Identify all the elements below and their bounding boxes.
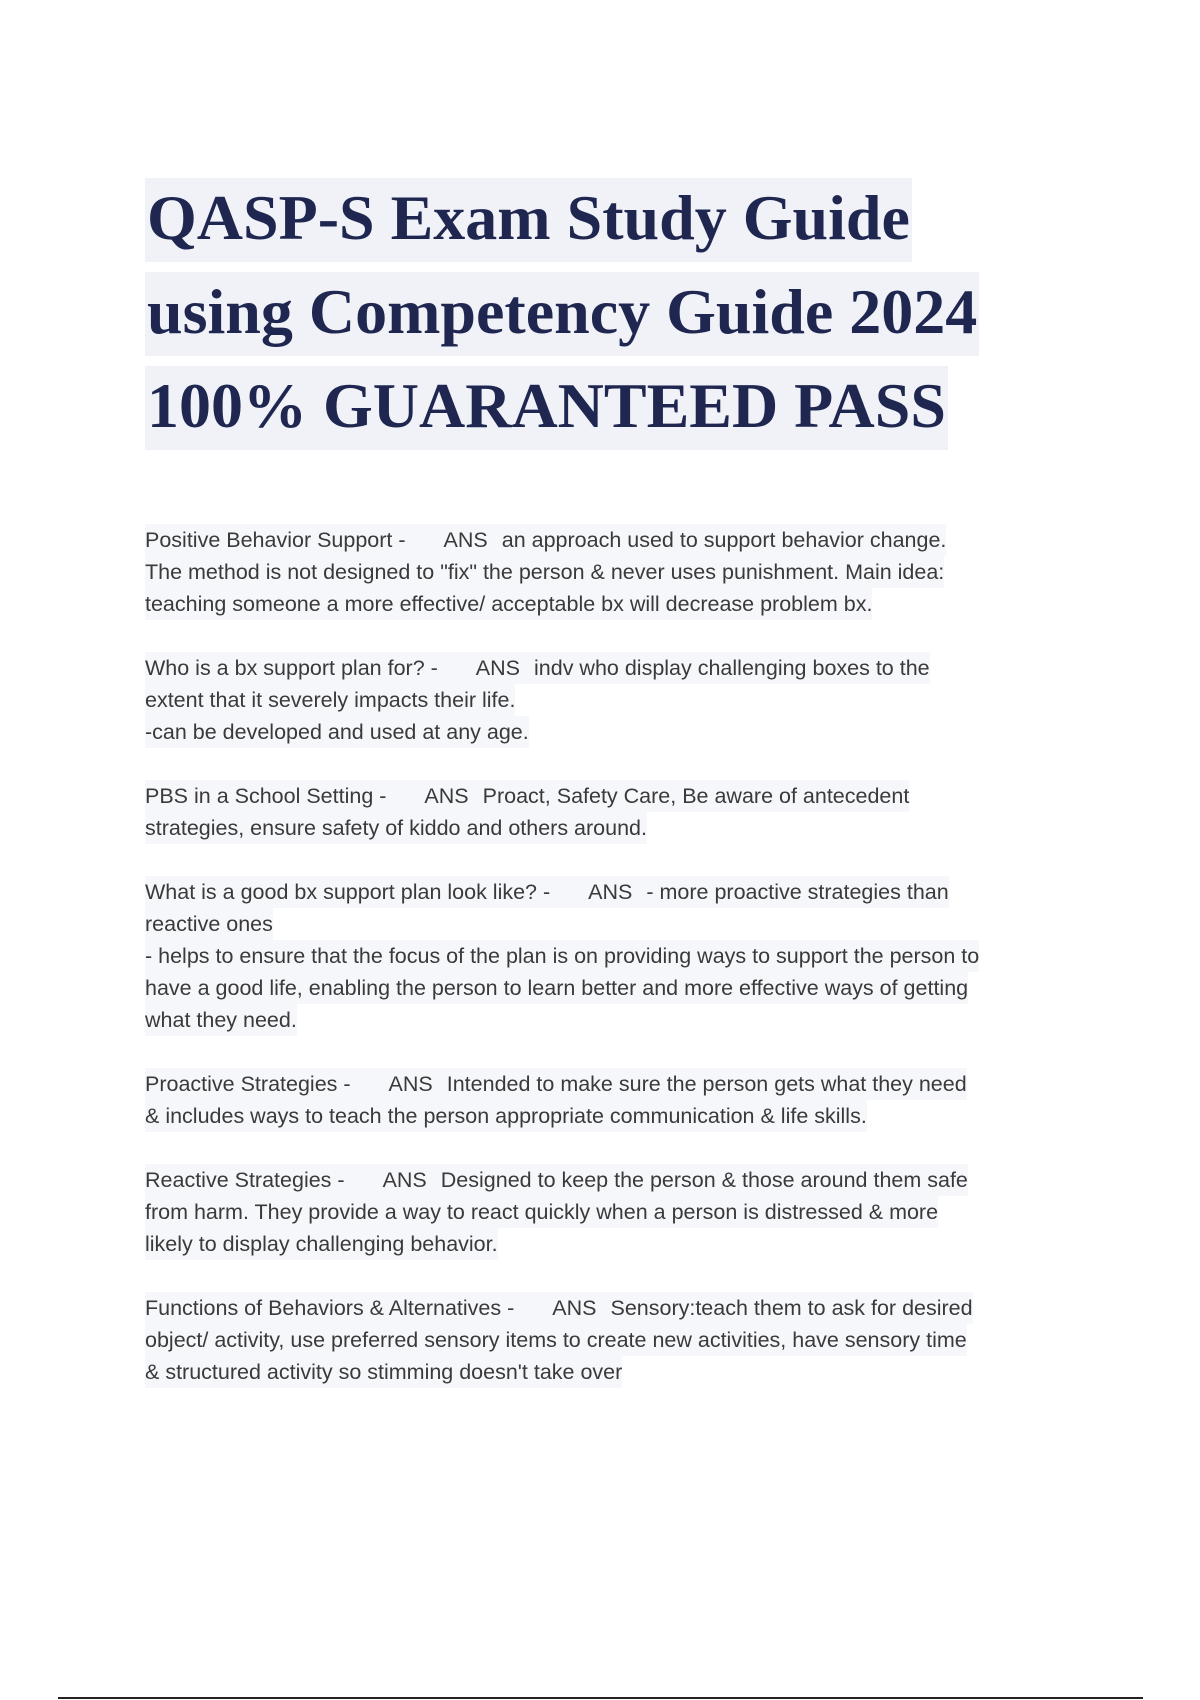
entry-first-line xyxy=(145,1292,973,1324)
entry-first-line xyxy=(145,1068,967,1100)
entry-line: have a good life, enabling the person to learn better and more effective ways of getting xyxy=(145,972,968,1004)
title-line-1: QASP-S Exam Study Guide xyxy=(145,178,912,262)
ans-label: ANS xyxy=(388,1072,433,1096)
title-line-3: 100% GUARANTEED PASS xyxy=(145,366,948,450)
entry-term: Reactive Strategies - xyxy=(145,1168,345,1192)
qa-entry xyxy=(145,524,1095,620)
entry-term: What is a good bx support plan look like? - xyxy=(145,880,551,904)
qa-entry xyxy=(145,876,1095,1036)
ans-label: ANS xyxy=(588,880,633,904)
ans-label: ANS xyxy=(552,1296,597,1320)
entry-line: teaching someone a more effective/ acceptable bx will decrease problem bx. xyxy=(145,588,872,620)
qa-entry xyxy=(145,1292,1095,1388)
qa-entry xyxy=(145,1068,1095,1132)
entry-term: Positive Behavior Support - xyxy=(145,528,406,552)
entry-answer-start: Intended to make sure the person gets what they need xyxy=(446,1072,967,1096)
qa-entry xyxy=(145,780,1095,844)
entry-first-line xyxy=(145,524,946,556)
ans-label: ANS xyxy=(382,1168,427,1192)
entry-answer-start: Designed to keep the person & those around them safe xyxy=(440,1168,968,1192)
footer-divider xyxy=(58,1697,1143,1699)
entry-term: Who is a bx support plan for? - xyxy=(145,656,438,680)
entry-term: PBS in a School Setting - xyxy=(145,784,387,808)
entry-line: extent that it severely impacts their life. xyxy=(145,684,515,716)
entry-answer-start: an approach used to support behavior change. xyxy=(501,528,947,552)
entry-answer-start: Sensory:teach them to ask for desired xyxy=(610,1296,973,1320)
entry-term: Proactive Strategies - xyxy=(145,1072,351,1096)
ans-label: ANS xyxy=(424,784,469,808)
entry-line: object/ activity, use preferred sensory items to create new activities, have sensory time xyxy=(145,1324,967,1356)
entry-line: - helps to ensure that the focus of the plan is on providing ways to support the person to xyxy=(145,940,979,972)
entry-line: -can be developed and used at any age. xyxy=(145,716,529,748)
entry-line: reactive ones xyxy=(145,908,273,940)
qa-entry xyxy=(145,652,1095,748)
entry-first-line xyxy=(145,876,949,908)
entry-answer-start: indv who display challenging boxes to the xyxy=(534,656,930,680)
entry-first-line xyxy=(145,652,930,684)
entry-line: & structured activity so stimming doesn't take over xyxy=(145,1356,622,1388)
title-line-2: using Competency Guide 2024 xyxy=(145,272,979,356)
entry-answer-start: Proact, Safety Care, Be aware of antecedent xyxy=(482,784,910,808)
entry-first-line xyxy=(145,780,909,812)
entry-first-line xyxy=(145,1164,968,1196)
entry-line: strategies, ensure safety of kiddo and others around. xyxy=(145,812,647,844)
entry-answer-start: - more proactive strategies than xyxy=(646,880,949,904)
ans-label: ANS xyxy=(443,528,488,552)
qa-entries xyxy=(145,524,1095,1420)
entry-line: The method is not designed to "fix" the person & never uses punishment. Main idea: xyxy=(145,556,944,588)
entry-line: what they need. xyxy=(145,1004,297,1036)
entry-line: & includes ways to teach the person appropriate communication & life skills. xyxy=(145,1100,867,1132)
entry-term: Functions of Behaviors & Alternatives - xyxy=(145,1296,515,1320)
ans-label: ANS xyxy=(475,656,520,680)
document-title xyxy=(145,178,1085,460)
entry-line: from harm. They provide a way to react quickly when a person is distressed & more xyxy=(145,1196,938,1228)
entry-line: likely to display challenging behavior. xyxy=(145,1228,498,1260)
qa-entry xyxy=(145,1164,1095,1260)
